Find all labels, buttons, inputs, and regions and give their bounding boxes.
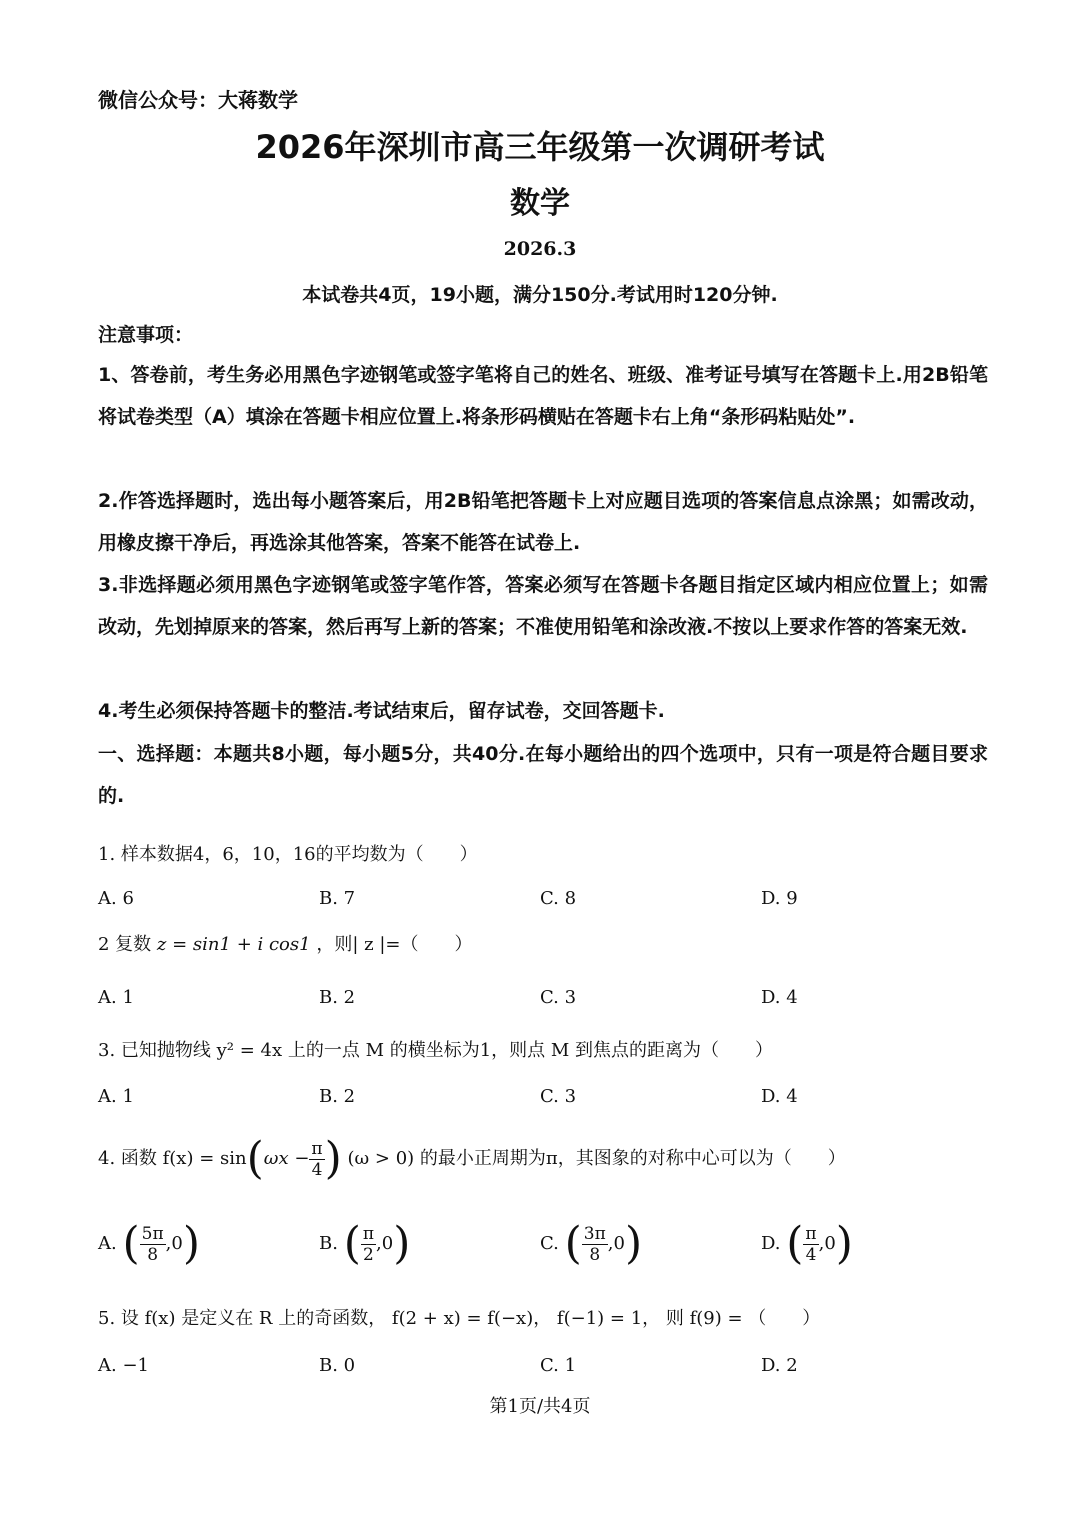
option-a-den: 8 bbox=[147, 1244, 159, 1265]
exam-summary: 本试卷共4页，19小题，满分150分.考试用时120分钟. bbox=[302, 284, 778, 306]
option-a-num: 5π bbox=[141, 1223, 164, 1244]
page-footer: 第1页/共4页 bbox=[489, 1396, 591, 1417]
question-1-option-b: B. 7 bbox=[319, 888, 356, 909]
option-d-tail: ,0 bbox=[818, 1233, 836, 1254]
question-2-formula: z = sin1 + i cos1 bbox=[156, 934, 311, 955]
question-4-stem bbox=[98, 1133, 846, 1184]
question-2-stem bbox=[98, 930, 472, 956]
question-4-option-d: D. ( $\frac{\pi}{4}$ ,0) bbox=[761, 1218, 853, 1269]
question-1-option-d: D. 9 bbox=[761, 888, 798, 909]
note-item-1: 1、答卷前，考生务必用黑色字迹钢笔或签字笔将自己的姓名、班级、准考证号填写在答题卡上.用2B铅笔将试卷类型（A）填涂在答题卡相应位置上.将条形码横贴在答题卡右上角“条形码粘贴处”. bbox=[98, 364, 988, 428]
option-d-num: π bbox=[805, 1223, 817, 1244]
option-c-den: 8 bbox=[589, 1244, 601, 1265]
question-3-option-c: C. 3 bbox=[540, 1086, 577, 1107]
question-4-stem-suffix: (ω > 0) 的最小正周期为π，其图象的对称中心可以为（ ） bbox=[347, 1148, 846, 1169]
note-item-4: 4.考生必须保持答题卡的整洁.考试结束后，留存试卷，交回答题卡. bbox=[98, 700, 665, 722]
option-d-den: 4 bbox=[805, 1244, 817, 1265]
question-4-option-a: A. ( $\frac{5\pi}{8}$ ,0) bbox=[98, 1218, 200, 1269]
question-3-option-b: B. 2 bbox=[319, 1086, 356, 1107]
option-c-tail: ,0 bbox=[607, 1233, 625, 1254]
exam-subject: 数学 bbox=[510, 186, 570, 221]
option-d-label: D. bbox=[761, 1233, 781, 1254]
question-2-option-a: A. 1 bbox=[98, 987, 134, 1008]
option-b-den: 2 bbox=[363, 1244, 374, 1265]
note-item-3: 3.非选择题必须用黑色字迹钢笔或签字笔作答，答案必须写在答题卡各题目指定区域内相应位置上；如需改动，先划掉原来的答案，然后再写上新的答案；不准使用铅笔和涂改液.不按以上要求作答的答案无效. bbox=[98, 574, 988, 638]
question-2-option-d: D. 4 bbox=[761, 987, 798, 1008]
question-4-fraction bbox=[309, 1139, 324, 1180]
option-b-num: π bbox=[362, 1223, 375, 1244]
question-2-option-c: C. 3 bbox=[540, 987, 577, 1008]
question-4-fraction-num: π bbox=[311, 1138, 323, 1159]
option-b-tail: ,0 bbox=[376, 1233, 394, 1254]
option-b-label: B. bbox=[319, 1233, 338, 1254]
question-2-option-b: B. 2 bbox=[319, 987, 356, 1008]
option-a-label: A. bbox=[98, 1233, 117, 1254]
question-2-stem-suffix: ，则| z |=（ ） bbox=[316, 934, 473, 955]
question-4-fraction-den: 4 bbox=[311, 1159, 323, 1180]
question-5-option-b: B. 0 bbox=[319, 1355, 356, 1376]
exam-title: 2026年深圳市高三年级第一次调研考试 bbox=[255, 128, 825, 166]
question-5-option-d: D. 2 bbox=[761, 1355, 798, 1376]
option-c-label: C. bbox=[540, 1233, 559, 1254]
option-c-num: 3π bbox=[583, 1223, 606, 1244]
question-4-option-c: C. ( $\frac{3\pi}{8}$ ,0) bbox=[540, 1218, 643, 1269]
notes-heading: 注意事项： bbox=[98, 324, 194, 346]
question-2-stem-prefix: 2 复数 bbox=[98, 934, 152, 955]
question-3-stem: 3. 已知抛物线 y² = 4x 上的一点 M 的横坐标为1，则点 M 到焦点的距离为（ ） bbox=[98, 1040, 774, 1061]
paren-left-icon: ( bbox=[246, 1133, 264, 1184]
question-1-stem: 1. 样本数据4，6，10，16的平均数为（ ） bbox=[98, 844, 478, 865]
section-one-instructions: 一、选择题：本题共8小题，每小题5分，共40分.在每小题给出的四个选项中，只有一项是符合题目要求的. bbox=[98, 743, 988, 807]
wechat-account: 微信公众号：大蒋数学 bbox=[98, 88, 298, 112]
option-a-tail: ,0 bbox=[165, 1233, 183, 1254]
question-1-option-c: C. 8 bbox=[540, 888, 577, 909]
question-1-option-a: A. 6 bbox=[98, 888, 134, 909]
question-3-option-d: D. 4 bbox=[761, 1086, 798, 1107]
note-item-2: 2.作答选择题时，选出每小题答案后，用2B铅笔把答题卡上对应题目选项的答案信息点涂黑；如需改动，用橡皮擦干净后，再选涂其他答案，答案不能答在试卷上. bbox=[98, 490, 988, 554]
question-5-stem: 5. 设 f(x) 是定义在 R 上的奇函数， f(2 + x) = f(−x)， f(−1) = 1， 则 f(9) = （ ） bbox=[98, 1308, 821, 1329]
question-3-option-a: A. 1 bbox=[98, 1086, 134, 1107]
question-4-option-b: B. ( $\frac{\pi}{2}$ ,0) bbox=[319, 1218, 411, 1269]
exam-date: 2026.3 bbox=[503, 238, 577, 260]
question-5-option-c: C. 1 bbox=[540, 1355, 577, 1376]
paren-right-icon: ) bbox=[324, 1133, 342, 1184]
question-4-stem-prefix: 4. 函数 f(x) = sin bbox=[98, 1148, 247, 1169]
question-5-option-a: A. −1 bbox=[98, 1355, 149, 1376]
question-4-arg: ωx − bbox=[263, 1148, 310, 1169]
